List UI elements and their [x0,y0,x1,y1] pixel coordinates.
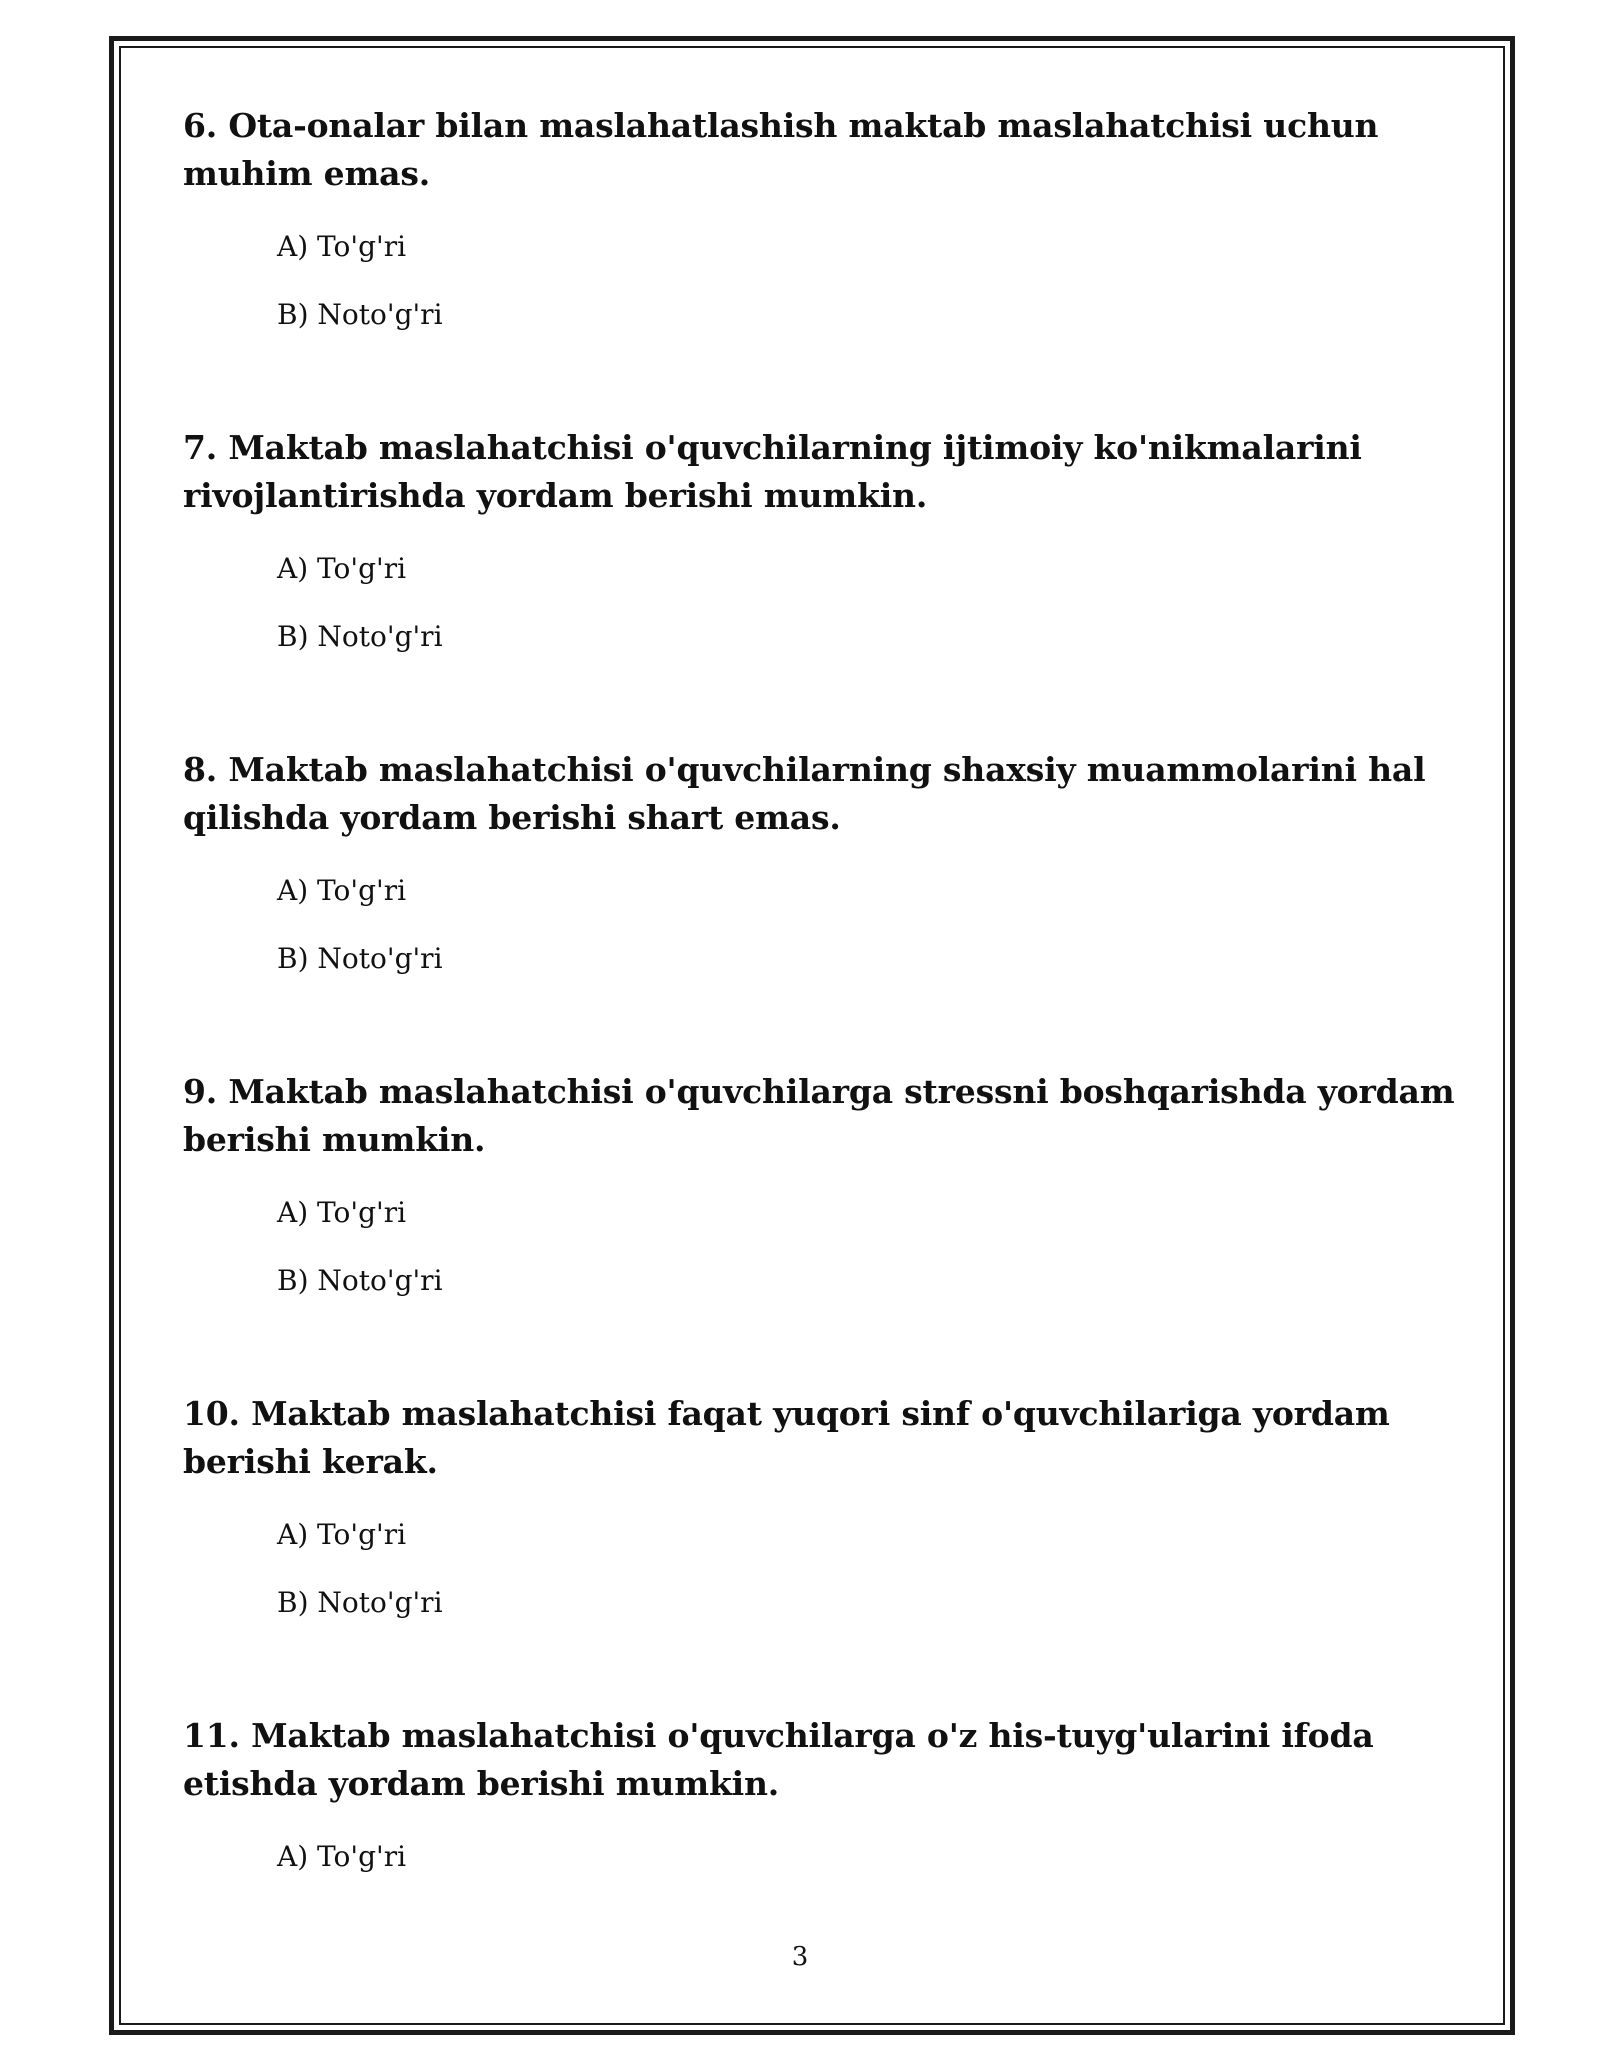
option-a[interactable]: A) To'g'ri [277,1840,407,1873]
question-text: 6. Ota-onalar bilan maslahatlashish maktab maslahatchisi uchun muhim emas. [183,106,1379,193]
question-text: 11. Maktab maslahatchisi o'quvchilarga o'z his-tuyg'ularini ifoda etishda yordam berishi mumkin. [183,1716,1374,1803]
option-a[interactable]: A) To'g'ri [277,230,407,263]
question-text: 10. Maktab maslahatchisi faqat yuqori sinf o'quvchilariga yordam berishi kerak. [183,1394,1390,1481]
question-7 [183,424,1463,746]
option-a[interactable]: A) To'g'ri [277,874,407,907]
option-b[interactable]: B) Noto'g'ri [277,1264,443,1297]
option-b[interactable]: B) Noto'g'ri [277,1586,443,1619]
option-a[interactable]: A) To'g'ri [277,1196,407,1229]
question-text: 7. Maktab maslahatchisi o'quvchilarning ijtimoiy ko'nikmalarini rivojlantirishda yordam berishi mumkin. [183,428,1362,515]
option-b[interactable]: B) Noto'g'ri [277,620,443,653]
question-10 [183,1390,1463,1712]
question-11 [183,1712,1463,2034]
option-a[interactable]: A) To'g'ri [277,1518,407,1551]
question-9 [183,1068,1463,1390]
question-6 [183,102,1463,424]
question-text: 9. Maktab maslahatchisi o'quvchilarga stressni boshqarishda yordam berishi mumkin. [183,1072,1455,1159]
page-number: 3 [791,1942,809,1972]
question-8 [183,746,1463,1068]
question-list [183,102,1463,2034]
question-text: 8. Maktab maslahatchisi o'quvchilarning shaxsiy muammolarini hal qilishda yordam berishi shart emas. [183,750,1426,837]
option-b[interactable]: B) Noto'g'ri [277,942,443,975]
option-a[interactable]: A) To'g'ri [277,552,407,585]
option-b[interactable]: B) Noto'g'ri [277,298,443,331]
